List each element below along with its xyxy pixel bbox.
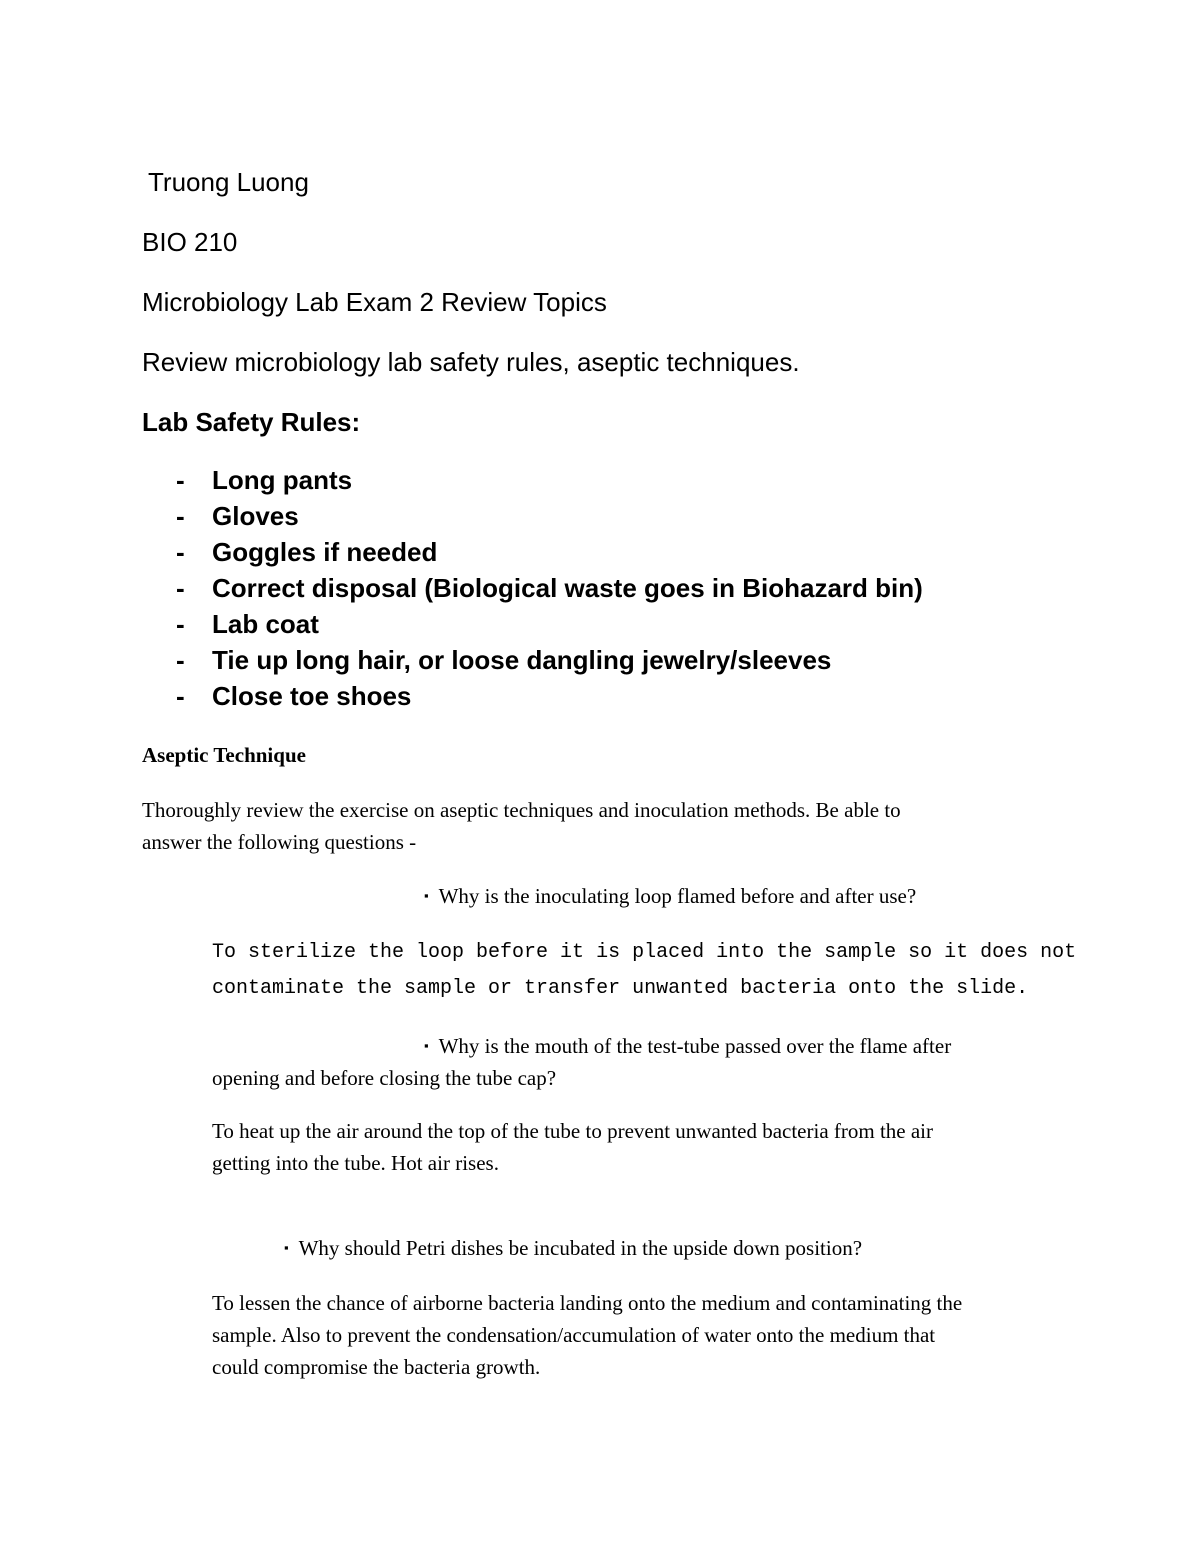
- rule-text: Gloves: [212, 500, 299, 531]
- dash-marker: -: [176, 572, 185, 603]
- author-name: Truong Luong: [148, 167, 309, 197]
- list-item: [176, 606, 923, 642]
- square-bullet-icon: ▪: [424, 1038, 429, 1053]
- question-2-text: Why is the mouth of the test-tube passed over the flame after: [438, 1034, 952, 1058]
- dash-marker: -: [176, 608, 185, 639]
- aseptic-technique-heading: Aseptic Technique: [142, 743, 306, 767]
- list-item: [176, 534, 923, 570]
- question-2: [424, 1030, 951, 1062]
- rule-text: Close toe shoes: [212, 680, 412, 711]
- question-3-text: Why should Petri dishes be incubated in the upside down position?: [298, 1236, 863, 1260]
- answer-2-line-1: To heat up the air around the top of the tube to prevent unwanted bacteria from the air: [212, 1119, 934, 1143]
- list-item: [176, 678, 923, 714]
- square-bullet-icon: ▪: [424, 888, 429, 903]
- answer-1-line-2: contaminate the sample or transfer unwanted bacteria onto the slide.: [212, 977, 1029, 1000]
- rule-text: Goggles if needed: [212, 536, 438, 567]
- lab-safety-rules-list: [176, 462, 923, 714]
- answer-3-line-3: could compromise the bacteria growth.: [212, 1355, 541, 1379]
- rule-text: Lab coat: [212, 608, 319, 639]
- rule-text: Tie up long hair, or loose dangling jewelry/sleeves: [212, 644, 832, 675]
- square-bullet-icon: ▪: [284, 1240, 289, 1255]
- course-code: BIO 210: [142, 227, 238, 257]
- dash-marker: -: [176, 500, 185, 531]
- rule-text: Correct disposal (Biological waste goes in Biohazard bin): [212, 572, 923, 603]
- rule-text: Long pants: [212, 464, 353, 495]
- answer-1-line-1: To sterilize the loop before it is placed into the sample so it does not: [212, 941, 1077, 964]
- list-item: [176, 642, 923, 678]
- question-1-text: Why is the inoculating loop flamed before and after use?: [438, 884, 917, 908]
- lab-safety-heading: Lab Safety Rules:: [142, 407, 361, 437]
- document-title: Microbiology Lab Exam 2 Review Topics: [142, 287, 607, 317]
- list-item: [176, 570, 923, 606]
- answer-2-line-2: getting into the tube. Hot air rises.: [212, 1151, 499, 1175]
- dash-marker: -: [176, 644, 185, 675]
- list-item: [176, 462, 923, 498]
- list-item: [176, 498, 923, 534]
- aseptic-intro-line-1: Thoroughly review the exercise on aseptic techniques and inoculation methods. Be able to: [142, 798, 901, 822]
- dash-marker: -: [176, 536, 185, 567]
- dash-marker: -: [176, 464, 185, 495]
- answer-3-line-1: To lessen the chance of airborne bacteria landing onto the medium and contaminating the: [212, 1291, 963, 1315]
- answer-3-line-2: sample. Also to prevent the condensation/accumulation of water onto the medium that: [212, 1323, 936, 1347]
- question-1: [424, 880, 916, 912]
- question-2-line-2: opening and before closing the tube cap?: [212, 1066, 557, 1090]
- question-3: [284, 1232, 862, 1264]
- dash-marker: -: [176, 680, 185, 711]
- aseptic-intro-line-2: answer the following questions -: [142, 830, 417, 854]
- review-instruction: Review microbiology lab safety rules, aseptic techniques.: [142, 347, 800, 377]
